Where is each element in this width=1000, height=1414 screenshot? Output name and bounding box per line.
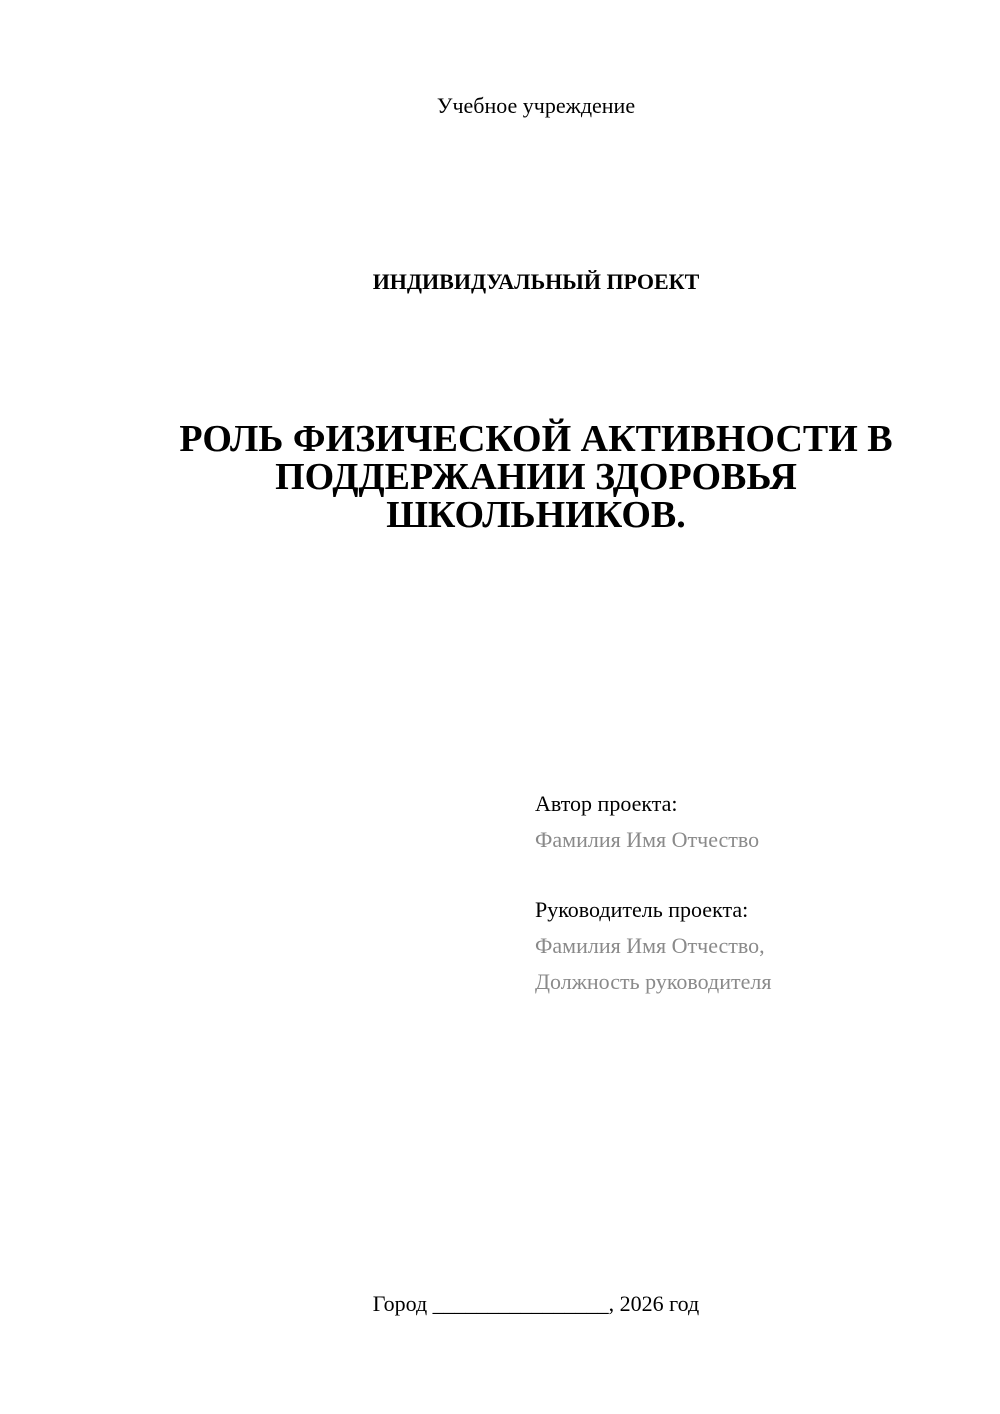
- supervisor-label: Руководитель проекта:: [535, 897, 749, 922]
- project-title-line: РОЛЬ ФИЗИЧЕСКОЙ АКТИВНОСТИ В: [179, 418, 893, 460]
- project-title-line: ПОДДЕРЖАНИИ ЗДОРОВЬЯ: [275, 456, 797, 498]
- supervisor-block: [535, 892, 975, 1000]
- supervisor-name: Фамилия Имя Отчество,: [535, 933, 765, 958]
- project-title-line: ШКОЛЬНИКОВ.: [386, 494, 686, 536]
- author-block: [535, 786, 975, 858]
- city-year-footer: Город ________________, 2026 год: [372, 1291, 700, 1316]
- author-name: Фамилия Имя Отчество: [535, 827, 760, 852]
- project-title: [110, 420, 962, 534]
- institution-name: Учебное учреждение: [436, 93, 636, 118]
- author-label: Автор проекта:: [535, 791, 678, 816]
- supervisor-position: Должность руководителя: [535, 969, 772, 994]
- document-type-heading: ИНДИВИДУАЛЬНЫЙ ПРОЕКТ: [372, 269, 700, 294]
